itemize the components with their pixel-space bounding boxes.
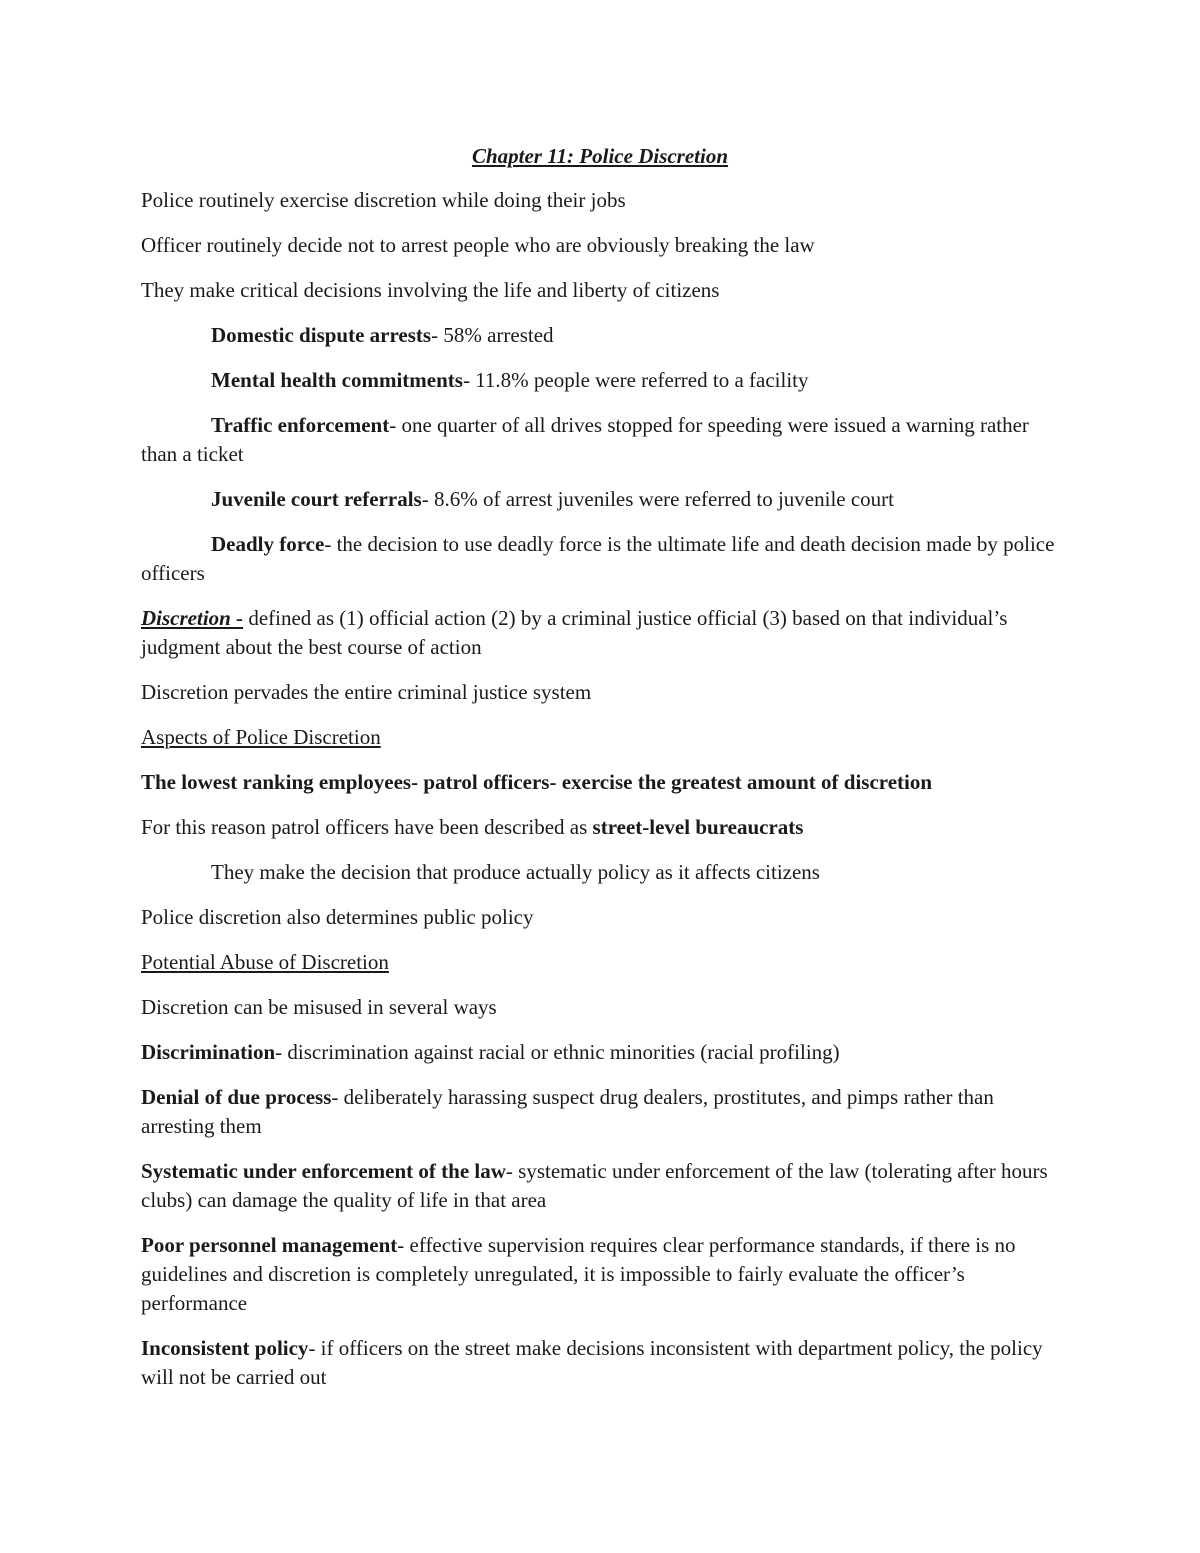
- abuse-text: - effective supervision requires clear performance standards, if there is no guidelines and discretion is completely unregulated, it is impossible to fairly evaluate the officer’s performance: [141, 1233, 1016, 1315]
- street-level-term: street-level bureaucrats: [592, 815, 804, 839]
- abuse-text: - systematic under enforcement of the law (tolerating after hours clubs) can damage the quality of life in that area: [141, 1159, 1048, 1212]
- definition-paragraph: [141, 604, 1061, 662]
- example-item: [141, 366, 1061, 395]
- document-title: Chapter 11: Police Discretion: [471, 144, 729, 168]
- example-term: Deadly force: [211, 532, 325, 556]
- abuse-term: Discrimination: [141, 1040, 276, 1064]
- abuse-term: Denial of due process: [141, 1085, 332, 1109]
- definition-term: Discretion -: [141, 606, 244, 630]
- abuse-item: [141, 1231, 1061, 1318]
- example-term: Traffic enforcement: [211, 413, 390, 437]
- street-level-text: For this reason patrol officers have been described as: [141, 815, 593, 839]
- definition-text: defined as (1) official action (2) by a criminal justice official (3) based on that individual’s judgment about the best course of action: [141, 606, 1008, 659]
- street-level-paragraph: [141, 813, 1061, 842]
- example-text: - 11.8% people were referred to a facility: [462, 368, 809, 392]
- example-item: [141, 411, 1061, 469]
- example-item: [141, 321, 1061, 350]
- public-policy-paragraph: Police discretion also determines public policy: [141, 905, 534, 929]
- abuse-text: - if officers on the street make decisions inconsistent with department policy, the policy will not be carried out: [141, 1336, 1043, 1389]
- example-text: - the decision to use deadly force is the ultimate life and death decision made by police officers: [141, 532, 1055, 585]
- example-term: Domestic dispute arrests: [211, 323, 432, 347]
- intro-paragraph: Officer routinely decide not to arrest people who are obviously breaking the law: [141, 233, 815, 257]
- abuse-term: Poor personnel management: [141, 1233, 398, 1257]
- example-text: - 8.6% of arrest juveniles were referred to juvenile court: [421, 487, 895, 511]
- pervades-paragraph: Discretion pervades the entire criminal justice system: [141, 680, 592, 704]
- policy-decision-paragraph: They make the decision that produce actually policy as it affects citizens: [211, 860, 820, 884]
- lowest-ranking-paragraph: The lowest ranking employees- patrol officers- exercise the greatest amount of discretion: [141, 770, 933, 794]
- abuse-heading: Potential Abuse of Discretion: [141, 950, 389, 974]
- abuse-term: Inconsistent policy: [141, 1336, 309, 1360]
- example-term: Mental health commitments: [211, 368, 463, 392]
- abuse-term: Systematic under enforcement of the law: [141, 1159, 506, 1183]
- aspects-heading: Aspects of Police Discretion: [141, 725, 381, 749]
- abuse-intro-paragraph: Discretion can be misused in several ways: [141, 995, 497, 1019]
- intro-paragraph: Police routinely exercise discretion while doing their jobs: [141, 188, 626, 212]
- intro-paragraph: They make critical decisions involving the life and liberty of citizens: [141, 278, 720, 302]
- abuse-item: [141, 1038, 1061, 1067]
- example-item: [141, 530, 1061, 588]
- example-text: - 58% arrested: [431, 323, 554, 347]
- example-item: [141, 485, 1061, 514]
- abuse-item: [141, 1083, 1061, 1141]
- abuse-text: - discrimination against racial or ethnic minorities (racial profiling): [275, 1040, 840, 1064]
- abuse-text: - deliberately harassing suspect drug dealers, prostitutes, and pimps rather than arresting them: [141, 1085, 994, 1138]
- abuse-item: [141, 1157, 1061, 1215]
- abuse-item: [141, 1334, 1061, 1392]
- example-term: Juvenile court referrals: [211, 487, 422, 511]
- example-text: - one quarter of all drives stopped for speeding were issued a warning rather than a ticket: [141, 413, 1029, 466]
